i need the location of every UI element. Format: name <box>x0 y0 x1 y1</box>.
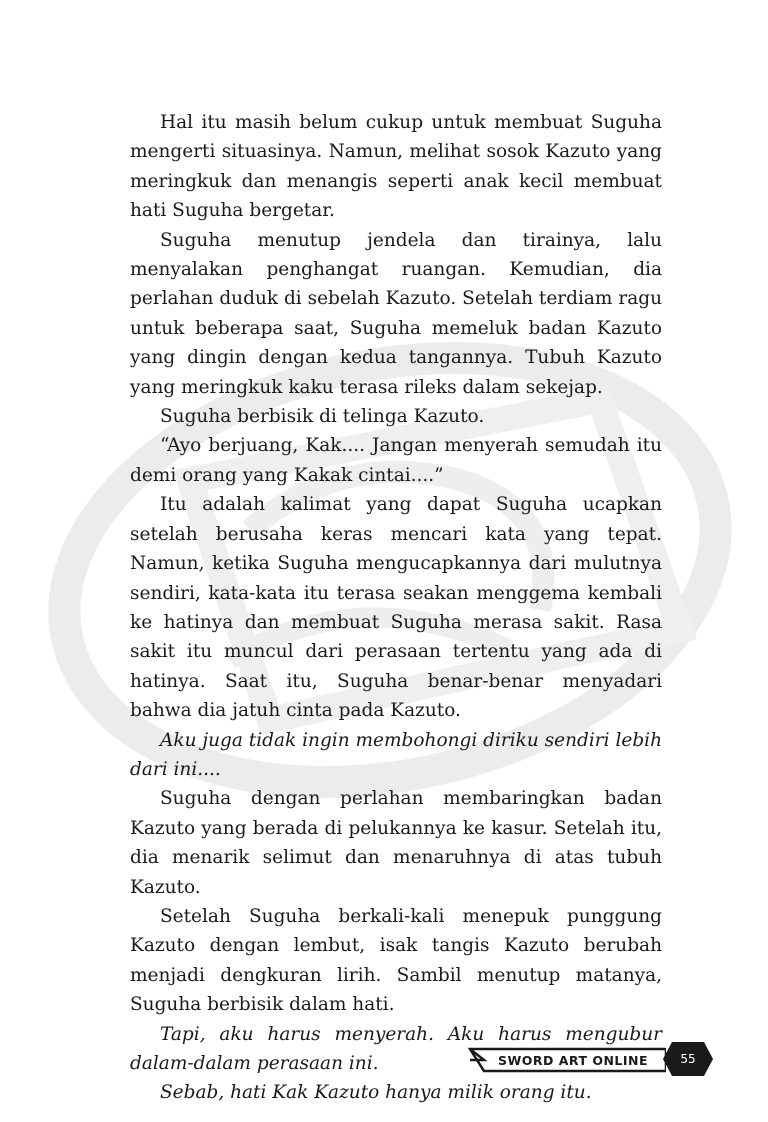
italic-paragraph: Aku juga tidak ingin membohongi diriku sendiri lebih dari ini.... <box>130 729 662 780</box>
paragraph: “Ayo berjuang, Kak.... Jangan menyerah semudah itu demi orang yang Kakak cintai....” <box>130 435 662 486</box>
paragraph: Setelah Suguha berkali-kali menepuk punggung Kazuto dengan lembut, isak tangis Kazuto berubah menjadi dengkuran lirih. Sambil menutup matanya, Suguha berbisik dalam hati. <box>130 905 662 1016</box>
paragraph: Suguha menutup jendela dan tirainya, lalu menyalakan penghangat ruangan. Kemudian, dia perlahan duduk di sebelah Kazuto. Setelah terdiam ragu untuk beberapa saat, Suguha memeluk badan Kazuto yang dingin dengan kedua tangannya. Tubuh Kazuto yang meringkuk kaku terasa rileks dalam sekejap. <box>130 229 662 398</box>
italic-paragraph: Tapi, aku harus menyerah. Aku harus mengubur dalam-dalam perasaan ini. <box>130 1023 662 1074</box>
italic-paragraph: Sebab, hati Kak Kazuto hanya milik orang itu. <box>160 1082 592 1104</box>
body-text <box>130 108 662 1108</box>
page-footer <box>0 1038 768 1084</box>
brand-title: SWORD ART ONLINE <box>497 1053 649 1068</box>
paragraph: Suguha dengan perlahan membaringkan badan Kazuto yang berada di pelukannya ke kasur. Setelah itu, dia menarik selimut dan menaruhnya di atas tubuh Kazuto. <box>130 788 662 898</box>
paragraph: Itu adalah kalimat yang dapat Suguha ucapkan setelah berusaha keras mencari kata yang tepat. Namun, ketika Suguha mengucapkannya dari mulutnya sendiri, kata-kata itu terasa seakan menggema kembali ke hatinya dan membuat Suguha merasa sakit. Rasa sakit itu muncul dari perasaan tertentu yang ada di hatinya. Saat itu, Suguha benar-benar menyadari bahwa dia jatuh cinta pada Kazuto. <box>130 494 662 722</box>
page-number: 55 <box>680 1052 696 1066</box>
paragraph: Hal itu masih belum cukup untuk membuat Suguha mengerti situasinya. Namun, melihat sosok Kazuto yang meringkuk dan menangis seperti anak kecil membuat hati Suguha bergetar. <box>130 112 662 222</box>
paragraph: Suguha berbisik di telinga Kazuto. <box>160 406 485 428</box>
